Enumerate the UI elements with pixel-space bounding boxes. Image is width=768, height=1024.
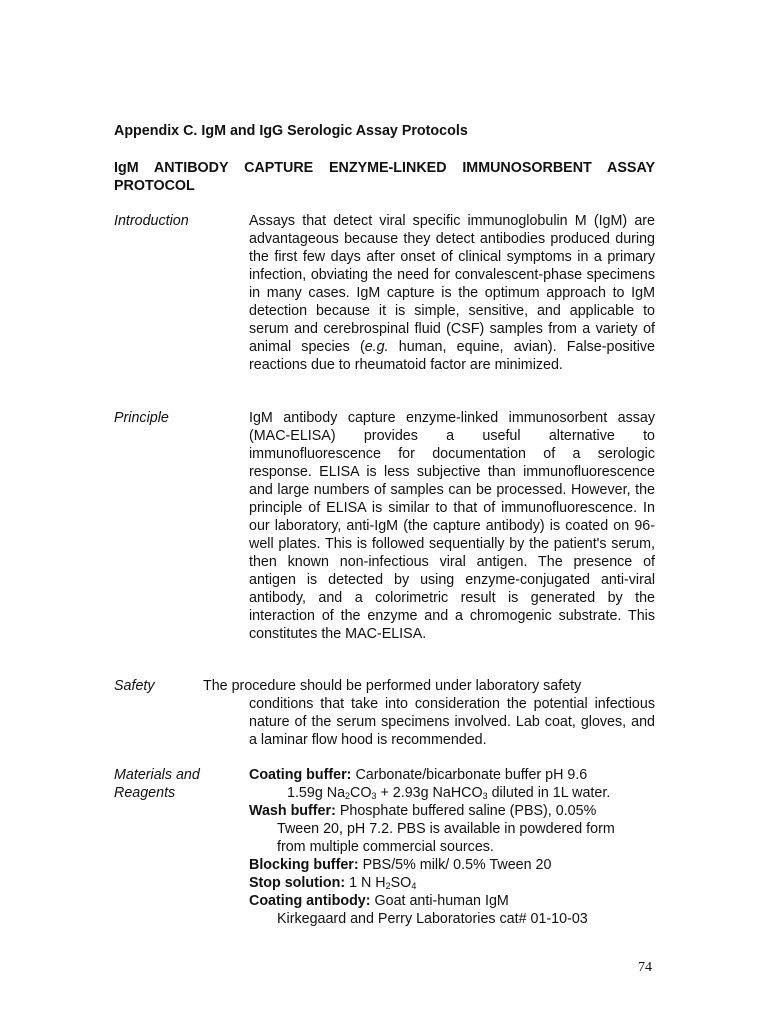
wash-buffer-text: Phosphate buffered saline (PBS), 0.05% — [339, 803, 597, 819]
coating-antibody-label: Coating antibody: — [249, 893, 371, 909]
coating-buffer-detail — [249, 784, 659, 802]
stop-solution-row — [249, 874, 659, 892]
safety-text: conditions that take into consideration the potential infectious nature of the serum specimens involved. Lab coat, gloves, and a laminar flow hood is recommended. — [249, 696, 655, 748]
wash-buffer-label: Wash buffer: — [249, 803, 336, 819]
materials-list — [249, 766, 659, 928]
materials-label-line2: Reagents — [114, 785, 176, 801]
wash-buffer-line2: Tween 20, pH 7.2. PBS is available in powdered form — [277, 821, 615, 837]
materials-label-line1: Materials and — [114, 767, 200, 783]
stop-solution-sub-a: 2 — [385, 881, 391, 891]
coating-detail-c: + 2.93g NaHCO — [376, 785, 483, 801]
principle-label: Principle — [114, 410, 169, 426]
safety-label: Safety — [114, 678, 155, 694]
introduction-text-part2: human, equine, avian). False-positive reactions due to rheumatoid factor are minimized. — [249, 339, 655, 373]
coating-sub-b: 3 — [371, 791, 377, 801]
coating-antibody-text: Goat anti-human IgM — [374, 893, 509, 909]
stop-solution-a: 1 N H — [349, 875, 386, 891]
coating-buffer-label: Coating buffer: — [249, 767, 352, 783]
coating-detail-a: 1.59g Na — [287, 785, 346, 801]
wash-buffer-row — [249, 802, 659, 820]
principle-text: IgM antibody capture enzyme-linked immunosorbent assay (MAC-ELISA) provides a useful alternative to immunofluorescence for documentation of a serologic response. ELISA is less subjective than immunofluorescence and large numbers of samples can be processed. However, the principle of ELISA is similar to that of immunofluorescence. In our laboratory, anti-IgM (the capture antibody) is coated on 96-well plates. This is followed sequentially by the patient's serum, then known non-infectious viral antigen. The presence of antigen is detected by using enzyme-conjugated anti-viral antibody, and a colorimetric result is generated by the interaction of the enzyme and a chromogenic substrate. This constitutes the MAC-ELISA. — [249, 410, 655, 642]
blocking-buffer-row — [249, 856, 659, 874]
coating-detail-b: CO — [350, 785, 372, 801]
introduction-text-part1: Assays that detect viral specific immunoglobulin M (IgM) are advantageous because they detect antibodies produced during the first few days after onset of clinical symptoms in a primary infection, obviating the need for convalescent-phase specimens in many cases. IgM capture is the optimum approach to IgM detection because it is simple, sensitive, and applicable to serum and cerebrospinal fluid (CSF) samples from a variety of animal species ( — [249, 213, 655, 355]
stop-solution-b: SO — [390, 875, 412, 891]
coating-detail-d: diluted in 1L water. — [487, 785, 611, 801]
coating-sub-a: 2 — [345, 791, 351, 801]
coating-buffer-row — [249, 766, 659, 784]
coating-antibody-row — [249, 892, 659, 910]
coating-buffer-text: Carbonate/bicarbonate buffer pH 9.6 — [355, 767, 588, 783]
wash-buffer-line3: from multiple commercial sources. — [277, 839, 494, 855]
protocol-title: IgM ANTIBODY CAPTURE ENZYME-LINKED IMMUNOSORBENT ASSAY PROTOCOL — [114, 160, 655, 194]
safety-lead-text: The procedure should be performed under laboratory safety — [203, 678, 582, 694]
coating-antibody-source: Kirkegaard and Perry Laboratories cat# 01-10-03 — [277, 911, 588, 927]
blocking-buffer-label: Blocking buffer: — [249, 857, 359, 873]
introduction-text — [249, 212, 655, 374]
introduction-label: Introduction — [114, 213, 189, 229]
introduction-eg: e.g. — [364, 339, 389, 355]
stop-solution-sub-b: 4 — [411, 881, 417, 891]
stop-solution-label: Stop solution: — [249, 875, 346, 891]
page-number: 74 — [638, 960, 652, 975]
appendix-title: Appendix C. IgM and IgG Serologic Assay Protocols — [114, 123, 468, 139]
blocking-buffer-text: PBS/5% milk/ 0.5% Tween 20 — [362, 857, 552, 873]
coating-sub-c: 3 — [482, 791, 488, 801]
materials-label — [114, 766, 200, 802]
stop-solution-text — [349, 875, 416, 891]
